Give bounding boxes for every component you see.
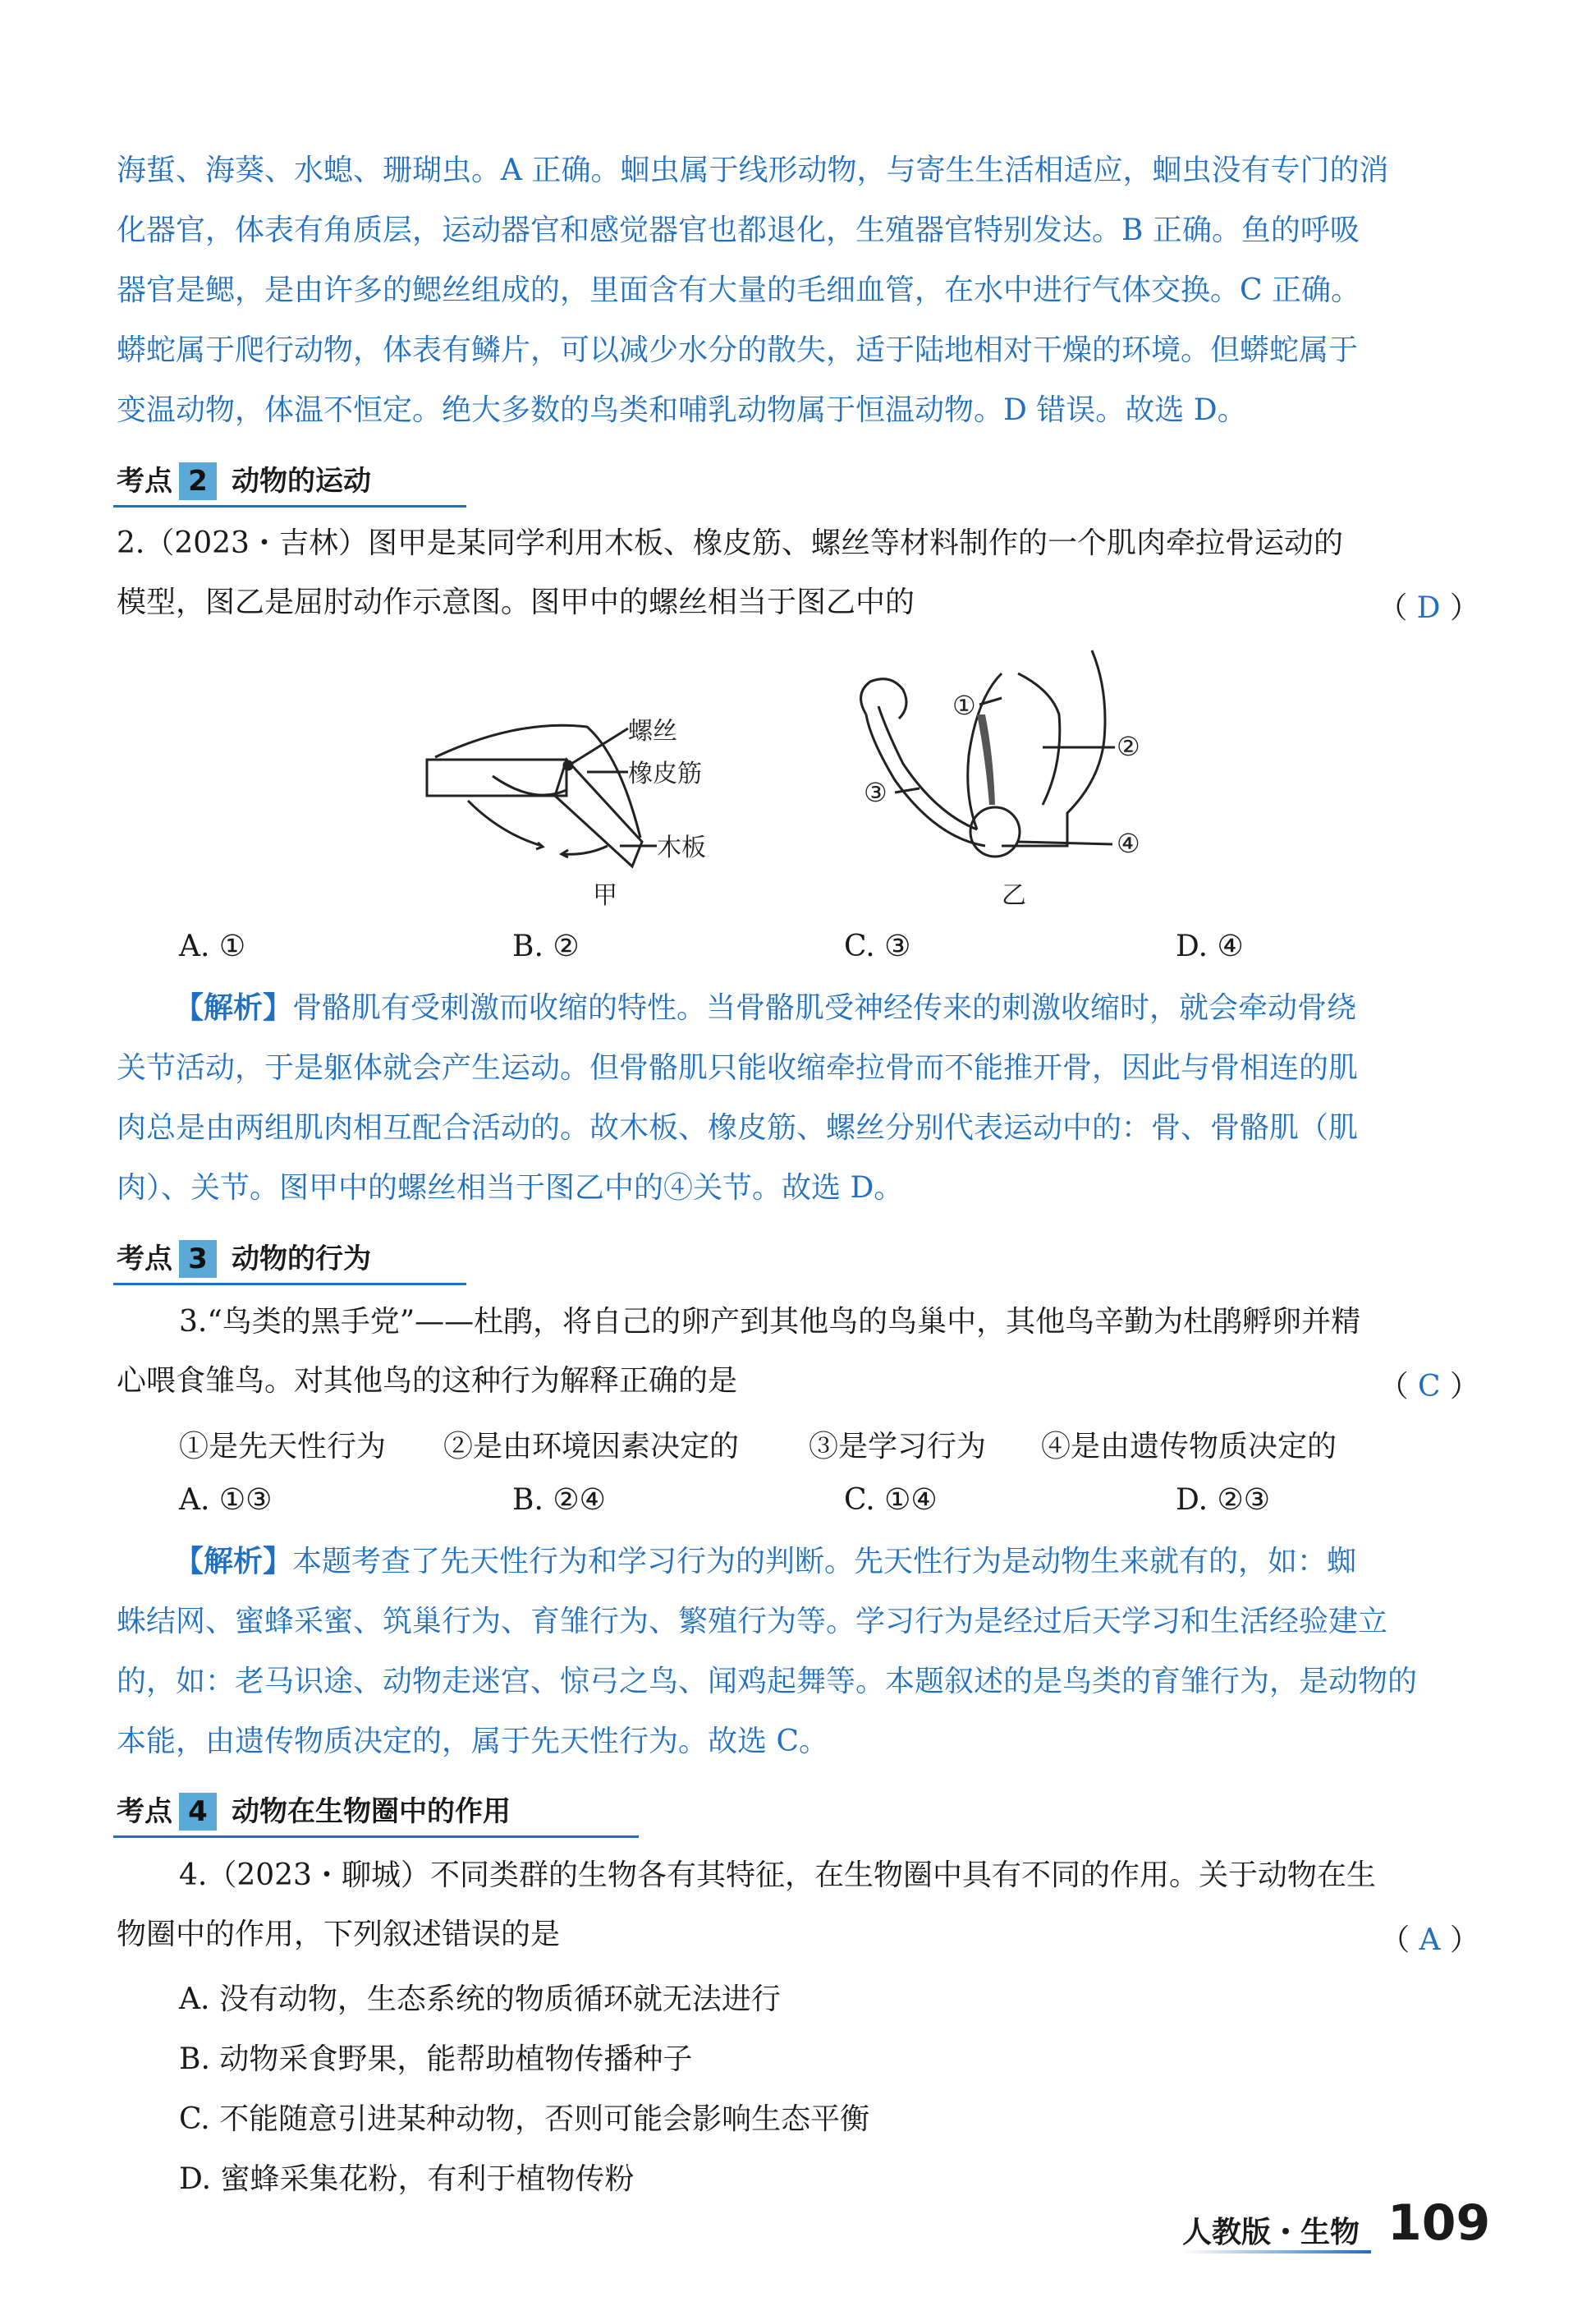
explanation-line: 器官是鳃，是由许多的鳃丝组成的，里面含有大量的毛细血管，在水中进行气体交换。C 正确。 (117, 273, 1360, 307)
label-1: ① (952, 690, 976, 721)
elbow-joint-circle (970, 807, 1020, 857)
humerus (1018, 673, 1060, 805)
answer-value: A (1419, 1923, 1441, 1957)
label-line (895, 788, 920, 792)
label-line (571, 728, 628, 764)
question-2-line: 2.（2023・吉林）图甲是某同学利用木板、橡皮筋、螺丝等材料制作的一个肌肉牵拉骨运动的 (117, 526, 1343, 560)
statement-2: ②是由环境因素决定的 (443, 1430, 740, 1463)
label-4: ④ (1117, 828, 1140, 859)
rubber-band (435, 725, 640, 838)
section-underline (113, 1283, 466, 1285)
statement-4: ④是由遗传物质决定的 (1041, 1430, 1337, 1463)
analysis-tag: 【解析】 (174, 1545, 293, 1578)
section-number: 2 (179, 462, 217, 500)
section-underline (113, 1835, 639, 1838)
question-3-line: 心喂食雏鸟。对其他鸟的这种行为解释正确的是 (117, 1364, 738, 1398)
explanation-line: 化器官，体表有角质层，运动器官和感觉器官也都退化，生殖器官特别发达。B 正确。鱼的呼吸 (117, 214, 1360, 247)
label-screw: 螺丝 (628, 717, 677, 746)
analysis-line: 肉）、关节。图甲中的螺丝相当于图乙中的④关节。故选 D。 (117, 1171, 904, 1205)
explanation-line: 蟒蛇属于爬行动物，体表有鳞片，可以减少水分的散失，适于陆地相对干燥的环境。但蟒蛇属于 (117, 333, 1359, 367)
analysis-line: 肉总是由两组肌肉相互配合活动的。故木板、橡皮筋、螺丝分别代表运动中的：骨、骨骼肌（肌 (117, 1111, 1359, 1145)
kaodian-label: 考点 (117, 1243, 172, 1275)
figure-jia (427, 725, 657, 866)
option-b: B. ②④ (512, 1483, 606, 1517)
option-a: A. 没有动物，生态系统的物质循环就无法进行 (179, 1982, 781, 2016)
kaodian-label: 考点 (117, 465, 172, 498)
answer-bracket: （ A ） (1380, 1923, 1479, 1957)
section-header-2 (117, 458, 371, 500)
option-a: A. ① (179, 930, 246, 963)
statement-1: ①是先天性行为 (179, 1430, 387, 1463)
footer-decoration (1182, 2250, 1371, 2253)
question-4-line: 物圈中的作用，下列叙述错误的是 (117, 1918, 561, 1951)
label-rubber-band: 橡皮筋 (628, 760, 702, 788)
question-3-line: 3.“鸟类的黑手党”——杜鹃，将自己的卵产到其他鸟的鸟巢中，其他鸟辛勤为杜鹃孵卵并精 (179, 1305, 1361, 1339)
option-c: C. ③ (844, 930, 911, 963)
forearm-top (878, 706, 977, 829)
answer-value: C (1417, 1370, 1441, 1403)
question-2-line: 模型，图乙是屈肘动作示意图。图甲中的螺丝相当于图乙中的 (117, 586, 915, 619)
section-title: 动物在生物圈中的作用 (232, 1795, 511, 1828)
analysis-line: 的，如：老马识途、动物走迷宫、惊弓之鸟、闻鸡起舞等。本题叙述的是鸟类的育雏行为，是动物的 (117, 1665, 1418, 1698)
label-2: ② (1117, 731, 1140, 762)
statement-3: ③是学习行为 (809, 1430, 987, 1463)
motion-arc-left (468, 801, 542, 846)
label-line (1018, 842, 1112, 844)
section-number: 4 (179, 1793, 217, 1831)
option-d: D. ②③ (1176, 1483, 1271, 1517)
analysis-line: 蛛结网、蜜蜂采蜜、筑巢行为、育雏行为、繁殖行为等。学习行为是经过后天学习和生活经验建立 (117, 1605, 1388, 1638)
option-d: D. ④ (1176, 930, 1244, 963)
section-header-3 (117, 1236, 371, 1278)
analysis-line: 【解析】本题考查了先天性行为和学习行为的判断。先天性行为是动物生来就有的，如：蜘 (174, 1545, 1357, 1578)
label-board: 木板 (657, 834, 706, 862)
page-number: 109 (1387, 2194, 1491, 2252)
analysis-tag: 【解析】 (174, 991, 293, 1025)
kaodian-label: 考点 (117, 1795, 172, 1828)
publisher-label: 人教版・生物 (1182, 2216, 1360, 2249)
answer-value: D (1416, 591, 1441, 625)
section-title: 动物的运动 (232, 465, 371, 498)
section-underline (113, 505, 466, 508)
option-c: C. 不能随意引进某种动物，否则可能会影响生态平衡 (179, 2102, 870, 2136)
caption-yi: 乙 (1002, 881, 1026, 910)
hand (861, 679, 906, 719)
answer-bracket: （ D ） (1378, 591, 1479, 625)
analysis-line: 本能，由遗传物质决定的，属于先天性行为。故选 C。 (117, 1725, 828, 1758)
option-c: C. ①④ (844, 1483, 938, 1517)
explanation-line: 海蜇、海葵、水螅、珊瑚虫。A 正确。蛔虫属于线形动物，与寄生生活相适应，蛔虫没有专门的消 (117, 154, 1389, 187)
label-3: ③ (864, 777, 887, 808)
section-header-4 (117, 1789, 511, 1831)
screw-point (564, 761, 572, 769)
question-4-line: 4.（2023・聊城）不同类群的生物各有其特征，在生物圈中具有不同的作用。关于动物在生 (179, 1858, 1376, 1892)
motion-arc-right (562, 846, 608, 854)
caption-jia: 甲 (593, 881, 617, 910)
option-d: D. 蜜蜂采集花粉，有利于植物传粉 (179, 2162, 635, 2196)
answer-bracket: （ C ） (1378, 1370, 1479, 1403)
analysis-line: 【解析】骨骼肌有受刺激而收缩的特性。当骨骼肌受神经传来的刺激收缩时，就会牵动骨绕 (174, 991, 1357, 1025)
option-a: A. ①③ (179, 1483, 273, 1517)
explanation-line: 变温动物，体温不恒定。绝大多数的鸟类和哺乳动物属于恒温动物。D 错误。故选 D。 (117, 393, 1247, 427)
figures (410, 641, 1231, 912)
analysis-line: 关节活动，于是躯体就会产生运动。但骨骼肌只能收缩牵拉骨而不能推开骨，因此与骨相连的肌 (117, 1051, 1359, 1085)
section-number: 3 (179, 1240, 217, 1278)
option-b: B. 动物采食野果，能帮助植物传播种子 (179, 2042, 693, 2076)
section-title: 动物的行为 (232, 1243, 371, 1275)
option-b: B. ② (512, 930, 580, 963)
